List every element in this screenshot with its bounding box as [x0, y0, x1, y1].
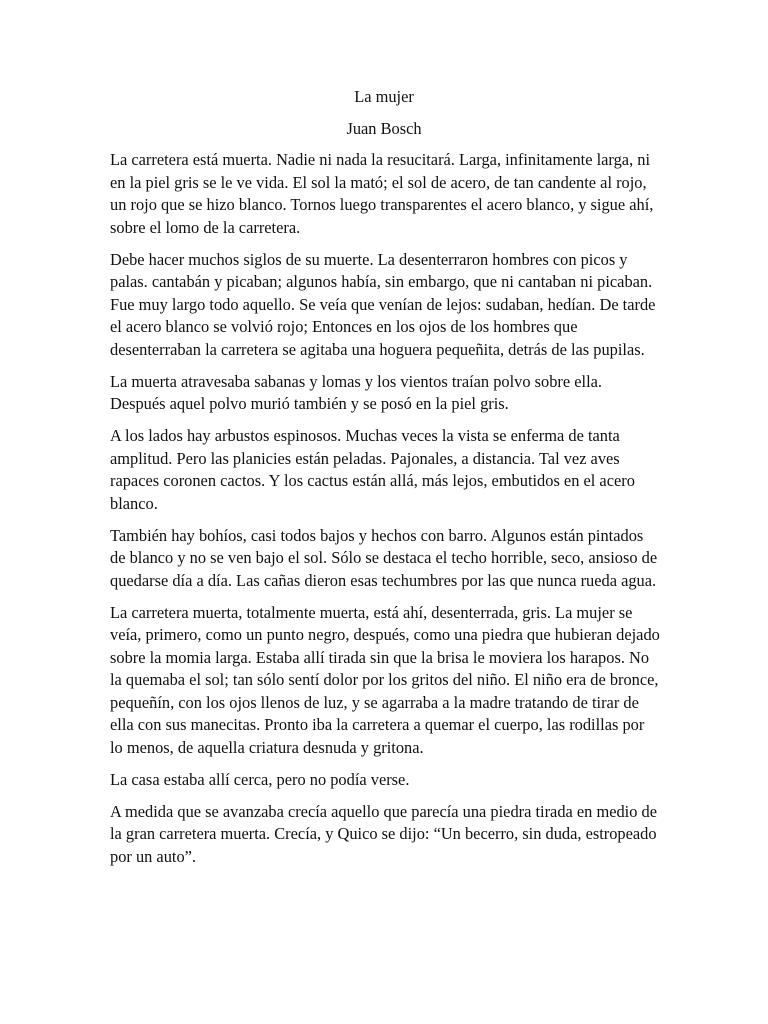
paragraph: La carretera muerta, totalmente muerta, está ahí, desenterrada, gris. La mujer se veía, primero, como un punto negro, después, como una piedra que hubieran dejado sobre la momia larga. Estaba allí tirada sin que la brisa le moviera los harapos. No la quemaba el sol; tan sólo sentí dolor por los gritos del niño. El niño era de bronce, pequeñín, con los ojos llenos de luz, y se agarraba a la madre tratando de tirar de ella con sus manecitas. Pronto iba la carretera a quemar el cuerpo, las rodillas por lo menos, de aquella criatura desnuda y gritona. [110, 602, 660, 757]
document-author: Juan Bosch [346, 119, 422, 138]
paragraph: Debe hacer muchos siglos de su muerte. La desenterraron hombres con picos y palas. cantabán y picaban; algunos había, sin embargo, que ni cantaban ni picaban. Fue muy largo todo aquello. Se veía que venían de lejos: sudaban, hedían. De tarde el acero blanco se volvió rojo; Entonces en los ojos de los hombres que desenterraban la carretera se agitaba una hoguera pequeñita, detrás de las pupilas. [110, 249, 656, 359]
paragraph: También hay bohíos, casi todos bajos y hechos con barro. Algunos están pintados de blanco y no se ven bajo el sol. Sólo se destaca el techo horrible, seco, ansioso de quedarse día a día. Las cañas dieron esas techumbres por las que nunca rueda agua. [110, 525, 658, 590]
paragraph: La carretera está muerta. Nadie ni nada la resucitará. Larga, infinitamente larga, ni en la piel gris se le ve vida. El sol la mató; el sol de acero, de tan candente al rojo, un rojo que se hizo blanco. Tornos luego transparentes el acero blanco, y sigue ahí, sobre el lomo de la carretera. [110, 150, 654, 237]
document-title: La mujer [354, 87, 414, 106]
paragraph: La casa estaba allí cerca, pero no podía verse. [110, 769, 410, 789]
paragraph: A los lados hay arbustos espinosos. Muchas veces la vista se enferma de tanta amplitud. Pero las planicies están peladas. Pajonales, a distancia. Tal vez aves rapaces coronen cactos. Y los cactus están allá, más lejos, embutidos en el acero blanco. [110, 426, 635, 513]
document-body [110, 149, 660, 878]
paragraph: A medida que se avanzaba crecía aquello que parecía una piedra tirada en medio de la gran carretera muerta. Crecía, y Quico se dijo: “Un becerro, sin duda, estropeado por un auto”. [110, 801, 657, 866]
paragraph: La muerta atravesaba sabanas y lomas y los vientos traían polvo sobre ella. Después aquel polvo murió también y se posó en la piel gris. [110, 371, 603, 413]
